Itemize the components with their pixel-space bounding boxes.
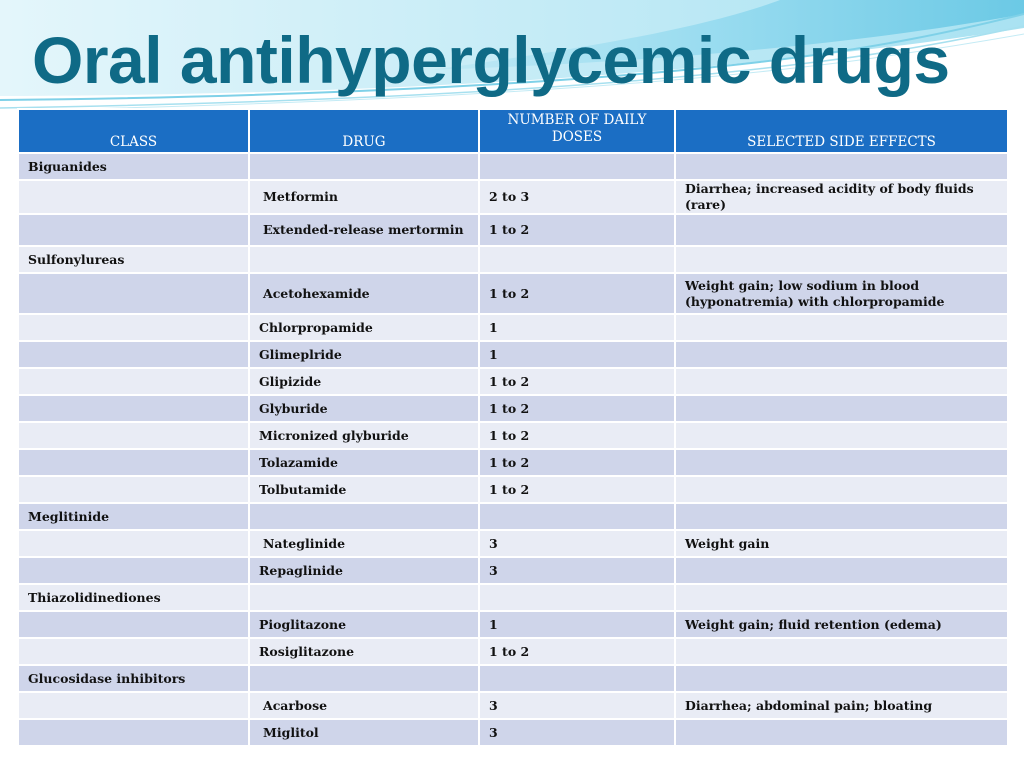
- cell-doses: 2 to 3: [479, 180, 675, 214]
- cell-side-effects: Weight gain; low sodium in blood (hyponatremia) with chlorpropamide: [675, 273, 1008, 314]
- cell-class: [18, 638, 249, 665]
- cell-side-effects: [675, 557, 1008, 584]
- table-row: [18, 368, 1008, 395]
- table-row: [18, 153, 1008, 180]
- table-row: [18, 692, 1008, 719]
- table-row: [18, 180, 1008, 214]
- cell-class: [18, 422, 249, 449]
- cell-drug: Glimeplride: [249, 341, 479, 368]
- cell-drug: Acarbose: [249, 692, 479, 719]
- cell-drug: Chlorpropamide: [249, 314, 479, 341]
- cell-side-effects: [675, 665, 1008, 692]
- cell-drug: [249, 153, 479, 180]
- cell-drug: Pioglitazone: [249, 611, 479, 638]
- cell-class: [18, 180, 249, 214]
- drug-table: [17, 108, 1009, 747]
- cell-side-effects: [675, 153, 1008, 180]
- cell-side-effects: [675, 584, 1008, 611]
- cell-class: Meglitinide: [18, 503, 249, 530]
- cell-class: [18, 449, 249, 476]
- table-row: [18, 314, 1008, 341]
- cell-side-effects: [675, 246, 1008, 273]
- column-header-drug: DRUG: [249, 109, 479, 153]
- table-row: [18, 395, 1008, 422]
- table-row: [18, 422, 1008, 449]
- cell-doses: [479, 503, 675, 530]
- cell-doses: 3: [479, 719, 675, 746]
- table-row: [18, 503, 1008, 530]
- table-row: [18, 341, 1008, 368]
- cell-doses: 3: [479, 530, 675, 557]
- cell-doses: 1: [479, 341, 675, 368]
- table-header-row: [18, 109, 1008, 153]
- cell-drug: Extended-release mertormin: [249, 214, 479, 246]
- cell-side-effects: Weight gain: [675, 530, 1008, 557]
- cell-class: [18, 341, 249, 368]
- column-header-side-effects: SELECTED SIDE EFFECTS: [675, 109, 1008, 153]
- cell-class: [18, 719, 249, 746]
- cell-side-effects: [675, 503, 1008, 530]
- cell-drug: [249, 665, 479, 692]
- cell-doses: [479, 584, 675, 611]
- table-row: [18, 584, 1008, 611]
- cell-class: Thiazolidinediones: [18, 584, 249, 611]
- cell-doses: 1 to 2: [479, 422, 675, 449]
- cell-class: [18, 557, 249, 584]
- cell-class: [18, 476, 249, 503]
- cell-drug: Micronized glyburide: [249, 422, 479, 449]
- column-header-doses: NUMBER OF DAILY DOSES: [479, 109, 675, 153]
- cell-doses: 1 to 2: [479, 395, 675, 422]
- cell-class: [18, 273, 249, 314]
- cell-drug: Glipizide: [249, 368, 479, 395]
- slide-title: Oral antihyperglycemic drugs: [32, 23, 950, 97]
- cell-drug: Glyburide: [249, 395, 479, 422]
- table-row: [18, 611, 1008, 638]
- cell-side-effects: Weight gain; fluid retention (edema): [675, 611, 1008, 638]
- cell-drug: Tolbutamide: [249, 476, 479, 503]
- cell-doses: 1 to 2: [479, 368, 675, 395]
- table-row: [18, 638, 1008, 665]
- cell-drug: Tolazamide: [249, 449, 479, 476]
- cell-class: [18, 368, 249, 395]
- column-header-class: CLASS: [18, 109, 249, 153]
- table-row: [18, 557, 1008, 584]
- cell-doses: 1 to 2: [479, 273, 675, 314]
- cell-drug: Metformin: [249, 180, 479, 214]
- cell-drug: [249, 246, 479, 273]
- cell-doses: 1 to 2: [479, 449, 675, 476]
- cell-class: [18, 611, 249, 638]
- cell-side-effects: [675, 638, 1008, 665]
- cell-doses: 1 to 2: [479, 476, 675, 503]
- cell-side-effects: [675, 314, 1008, 341]
- cell-class: [18, 214, 249, 246]
- cell-side-effects: [675, 368, 1008, 395]
- cell-side-effects: [675, 719, 1008, 746]
- cell-class: [18, 692, 249, 719]
- cell-side-effects: [675, 449, 1008, 476]
- cell-class: [18, 530, 249, 557]
- cell-side-effects: [675, 395, 1008, 422]
- cell-doses: [479, 153, 675, 180]
- cell-drug: Nateglinide: [249, 530, 479, 557]
- cell-doses: [479, 246, 675, 273]
- cell-drug: Repaglinide: [249, 557, 479, 584]
- cell-class: Sulfonylureas: [18, 246, 249, 273]
- cell-class: [18, 395, 249, 422]
- cell-side-effects: [675, 214, 1008, 246]
- cell-side-effects: Diarrhea; increased acidity of body fluids (rare): [675, 180, 1008, 214]
- cell-class: Biguanides: [18, 153, 249, 180]
- cell-doses: 3: [479, 557, 675, 584]
- cell-drug: [249, 584, 479, 611]
- table-row: [18, 665, 1008, 692]
- cell-doses: 1: [479, 314, 675, 341]
- cell-drug: Miglitol: [249, 719, 479, 746]
- cell-class: Glucosidase inhibitors: [18, 665, 249, 692]
- table-row: [18, 449, 1008, 476]
- cell-doses: 1: [479, 611, 675, 638]
- cell-class: [18, 314, 249, 341]
- cell-side-effects: Diarrhea; abdominal pain; bloating: [675, 692, 1008, 719]
- cell-doses: 1 to 2: [479, 638, 675, 665]
- table-row: [18, 530, 1008, 557]
- table-row: [18, 273, 1008, 314]
- cell-drug: Acetohexamide: [249, 273, 479, 314]
- cell-drug: [249, 503, 479, 530]
- table-row: [18, 719, 1008, 746]
- cell-side-effects: [675, 476, 1008, 503]
- cell-side-effects: [675, 422, 1008, 449]
- cell-doses: 3: [479, 692, 675, 719]
- cell-doses: 1 to 2: [479, 214, 675, 246]
- table-row: [18, 214, 1008, 246]
- table-body: [18, 153, 1008, 746]
- cell-side-effects: [675, 341, 1008, 368]
- cell-drug: Rosiglitazone: [249, 638, 479, 665]
- cell-doses: [479, 665, 675, 692]
- table-row: [18, 476, 1008, 503]
- table-row: [18, 246, 1008, 273]
